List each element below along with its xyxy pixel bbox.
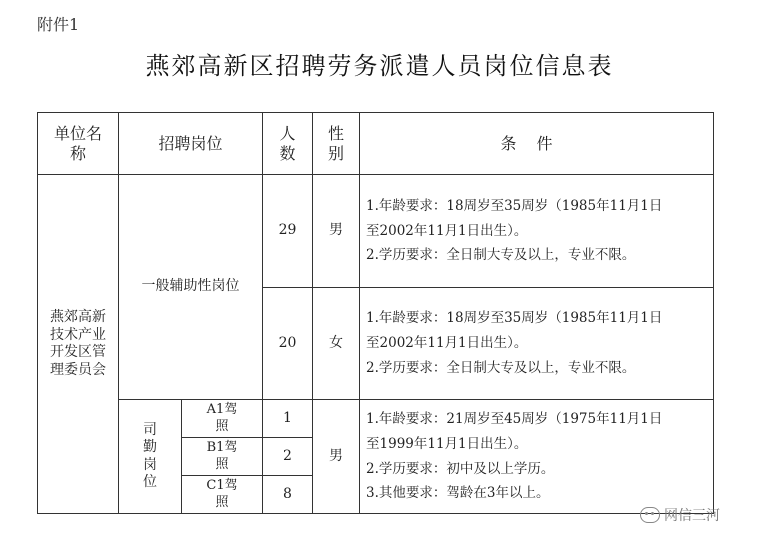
condition-line: 至1999年11月1日出生）。 [366, 435, 528, 452]
count-cell: 2 [263, 438, 313, 476]
header-count: 人数 [263, 113, 313, 175]
header-gender: 性别 [313, 113, 360, 175]
condition-line: 1.年龄要求：18周岁至35周岁（1985年11月1日 [366, 310, 663, 327]
gender-cell: 男 [313, 400, 360, 514]
unit-name-cell: 燕郊高新技术产业开发区管理委员会 [38, 175, 119, 514]
condition-line: 3.其他要求：驾龄在3年以上。 [366, 485, 550, 502]
wechat-icon [640, 507, 660, 523]
license-cell: C1驾照 [182, 476, 263, 514]
header-unit: 单位名称 [38, 113, 119, 175]
gender-cell: 女 [313, 288, 360, 400]
conditions-cell [360, 175, 714, 288]
table-row [38, 175, 714, 288]
watermark [640, 505, 720, 525]
header-position: 招聘岗位 [119, 113, 263, 175]
condition-line: 至2002年11月1日出生）。 [366, 335, 528, 352]
gender-cell: 男 [313, 175, 360, 288]
conditions-cell [360, 288, 714, 400]
conditions-cell [360, 400, 714, 514]
count-cell: 29 [263, 175, 313, 288]
watermark-text: 网信三河 [664, 508, 720, 524]
license-cell: A1驾照 [182, 400, 263, 438]
position-cell: 一般辅助性岗位 [119, 175, 263, 400]
header-conditions: 条件 [360, 113, 714, 175]
count-cell: 20 [263, 288, 313, 400]
condition-line: 2.学历要求：全日制大专及以上，专业不限。 [366, 247, 636, 264]
count-cell: 8 [263, 476, 313, 514]
condition-line: 至2002年11月1日出生）。 [366, 222, 528, 239]
condition-line: 2.学历要求：初中及以上学历。 [366, 460, 555, 477]
attachment-label: 附件1 [37, 15, 80, 34]
condition-line: 1.年龄要求：18周岁至35周岁（1985年11月1日 [366, 197, 663, 214]
license-cell: B1驾照 [182, 438, 263, 476]
condition-line: 2.学历要求：全日制大专及以上，专业不限。 [366, 359, 636, 376]
table-row [38, 400, 714, 438]
page-title: 燕郊高新区招聘劳务派遣人员岗位信息表 [145, 52, 614, 80]
driver-position-cell: 司勤岗位 [119, 400, 182, 514]
condition-line: 1.年龄要求：21周岁至45周岁（1975年11月1日 [366, 410, 663, 427]
header-row [38, 113, 714, 175]
job-info-table [37, 112, 714, 514]
count-cell: 1 [263, 400, 313, 438]
